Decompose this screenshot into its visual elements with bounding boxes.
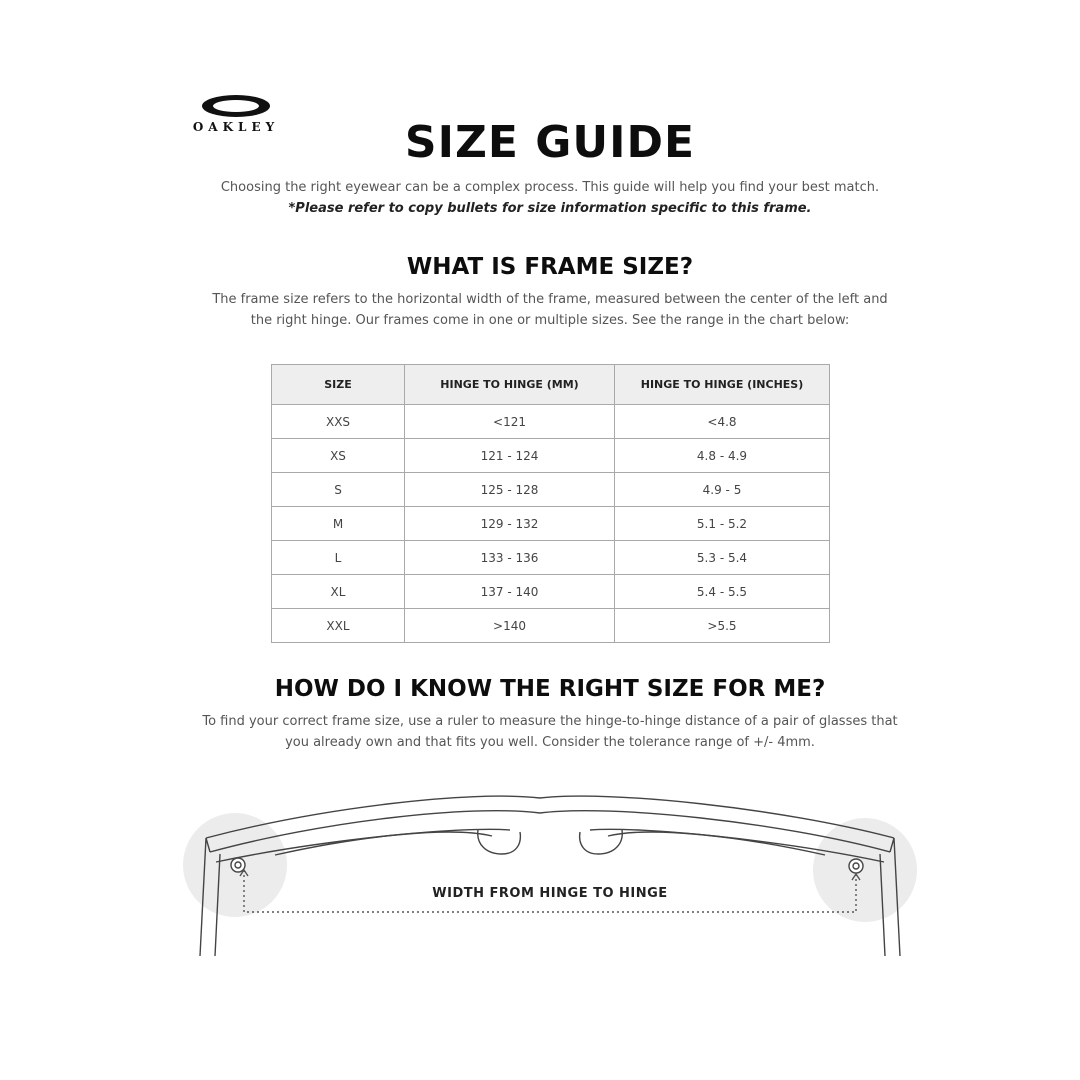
column-header-inches: HINGE TO HINGE (INCHES) xyxy=(615,365,830,405)
right-size-heading: HOW DO I KNOW THE RIGHT SIZE FOR ME? xyxy=(274,676,826,702)
column-header-mm: HINGE TO HINGE (MM) xyxy=(405,365,615,405)
cell-size: L xyxy=(272,541,405,575)
cell-inches: <4.8 xyxy=(615,405,830,439)
cell-inches: 4.8 - 4.9 xyxy=(615,439,830,473)
cell-mm: 121 - 124 xyxy=(405,439,615,473)
frame-size-heading: WHAT IS FRAME SIZE? xyxy=(406,254,694,280)
cell-inches: >5.5 xyxy=(615,609,830,643)
table-row xyxy=(272,541,830,575)
intro-block xyxy=(200,177,900,219)
diagram-label: WIDTH FROM HINGE TO HINGE xyxy=(432,886,668,901)
cell-size: M xyxy=(272,507,405,541)
intro-text: Choosing the right eyewear can be a complex process. This guide will help you find your best match. xyxy=(220,180,880,195)
cell-size: XS xyxy=(272,439,405,473)
frame-size-text: The frame size refers to the horizontal width of the frame, measured between the center of the left and the right hinge. Our frames come in one or multiple sizes. See the range in the chart below: xyxy=(212,292,888,328)
table-row xyxy=(272,405,830,439)
cell-inches: 5.1 - 5.2 xyxy=(615,507,830,541)
cell-inches: 4.9 - 5 xyxy=(615,473,830,507)
table-row xyxy=(272,609,830,643)
cell-size: XXL xyxy=(272,609,405,643)
table-row xyxy=(272,507,830,541)
page-title: SIZE GUIDE xyxy=(404,117,696,168)
table-row xyxy=(272,439,830,473)
cell-mm: 129 - 132 xyxy=(405,507,615,541)
cell-inches: 5.3 - 5.4 xyxy=(615,541,830,575)
cell-mm: 133 - 136 xyxy=(405,541,615,575)
size-table xyxy=(271,364,830,643)
cell-inches: 5.4 - 5.5 xyxy=(615,575,830,609)
cell-mm: 125 - 128 xyxy=(405,473,615,507)
cell-mm: >140 xyxy=(405,609,615,643)
table-row xyxy=(272,575,830,609)
cell-size: XXS xyxy=(272,405,405,439)
cell-size: XL xyxy=(272,575,405,609)
glasses-frame-diagram xyxy=(180,770,920,960)
column-header-size: SIZE xyxy=(272,365,405,405)
table-row xyxy=(272,473,830,507)
right-size-text: To find your correct frame size, use a ruler to measure the hinge-to-hinge distance of a pair of glasses that you already own and that fits you well. Consider the tolerance range of +/- 4mm. xyxy=(202,714,898,750)
cell-size: S xyxy=(272,473,405,507)
cell-mm: <121 xyxy=(405,405,615,439)
brand-wordmark: OAKLEY xyxy=(192,120,280,134)
intro-note: *Please refer to copy bullets for size information specific to this frame. xyxy=(288,201,812,216)
cell-mm: 137 - 140 xyxy=(405,575,615,609)
table-header-row xyxy=(272,365,830,405)
